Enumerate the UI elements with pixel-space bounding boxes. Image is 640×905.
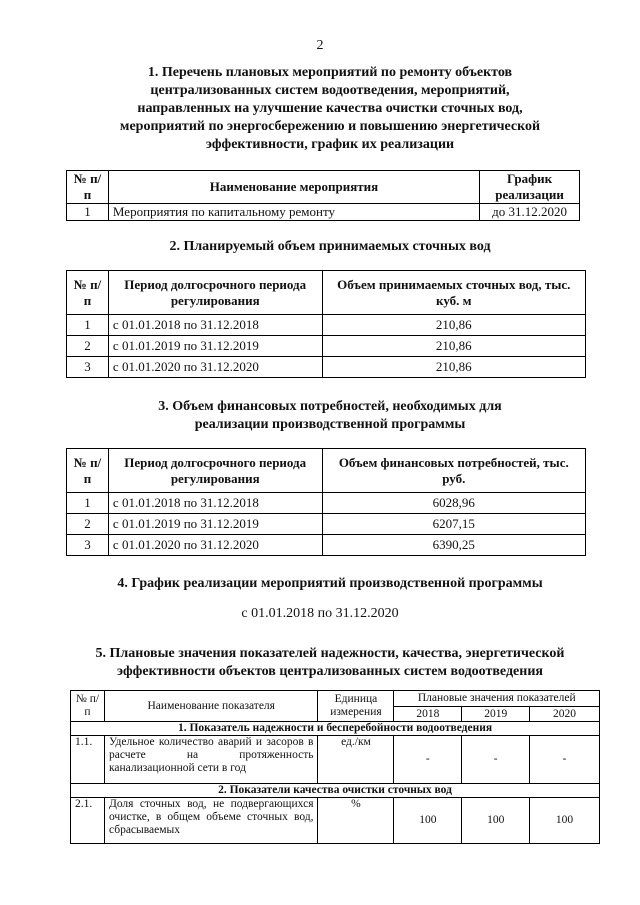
col-schedule-header: График реализации: [480, 171, 580, 204]
col-period-header: Период долгосрочного периода регулирования: [108, 271, 322, 315]
table-header-row: [71, 691, 600, 707]
table-row: 2 с 01.01.2019 по 31.12.2019 6207,15: [67, 514, 586, 535]
table-row: 1.1. Удельное количество аварий и засоров в расчете на протяженность канализационной сети в год ед./км - - -: [71, 736, 600, 784]
col-name-header: Наименование показателя: [104, 691, 318, 722]
activities-table: [66, 170, 580, 221]
section-4-title: 4. График реализации мероприятий производственной программы: [117, 576, 543, 591]
table-row: 1 Мероприятия по капитальному ремонту до 31.12.2020: [67, 204, 580, 221]
section-3-title: 3. Объем финансовых потребностей, необходимых для реализации производственной программы: [158, 399, 502, 432]
col-year-2020: 2020: [530, 707, 600, 722]
col-name-header: Наименование мероприятия: [108, 171, 479, 204]
col-finance-header: Объем финансовых потребностей, тыс. руб.: [322, 449, 585, 493]
col-planned-header: Плановые значения показателей: [394, 691, 600, 707]
section-1-title: 1. Перечень плановых мероприятий по ремонту объектов централизованных систем водоотведения, мероприятий, направленных на улучшение качества очистки сточных вод, мероприятий по энергосбережению и повышению энергетической эффективности, график их реализации: [119, 65, 541, 152]
col-num-header: № п/п: [67, 271, 109, 315]
table-header-row: [67, 271, 586, 315]
col-num-header: № п/п: [67, 449, 109, 493]
table-row: 1 с 01.01.2018 по 31.12.2018 210,86: [67, 315, 586, 336]
col-num-header: № п/п: [71, 691, 105, 722]
table-row: 3 с 01.01.2020 по 31.12.2020 210,86: [67, 357, 586, 378]
table-header-row: [67, 449, 586, 493]
table-header-row: [67, 171, 580, 204]
indicators-table: [70, 690, 600, 844]
table-row: 1 с 01.01.2018 по 31.12.2018 6028,96: [67, 493, 586, 514]
col-volume-header: Объем принимаемых сточных вод, тыс. куб. м: [322, 271, 585, 315]
table-row: 3 с 01.01.2020 по 31.12.2020 6390,25: [67, 535, 586, 556]
col-year-2018: 2018: [394, 707, 462, 722]
col-year-2019: 2019: [462, 707, 530, 722]
section-2-title: 2. Планируемый объем принимаемых сточных вод: [169, 239, 491, 254]
table-row: 2.1. Доля сточных вод, не подвергающихся очистке, в общем объеме сточных вод, сбрасываемых % 100 100 100: [71, 798, 600, 844]
group-row: 2. Показатели качества очистки сточных вод: [71, 784, 600, 798]
col-num-header: № п/п: [67, 171, 109, 204]
wastewater-volume-table: [66, 270, 586, 378]
section-5-title: 5. Плановые значения показателей надежности, качества, энергетической эффективности объектов централизованных систем водоотведения: [95, 646, 565, 679]
group-row: 1. Показатель надежности и бесперебойности водоотведения: [71, 722, 600, 736]
table-row: 2 с 01.01.2019 по 31.12.2019 210,86: [67, 336, 586, 357]
col-period-header: Период долгосрочного периода регулирования: [108, 449, 322, 493]
page-number: 2: [316, 38, 324, 53]
section-4-period: с 01.01.2018 по 31.12.2020: [241, 606, 399, 621]
col-unit-header: Единица измерения: [318, 691, 394, 722]
financial-needs-table: [66, 448, 586, 556]
